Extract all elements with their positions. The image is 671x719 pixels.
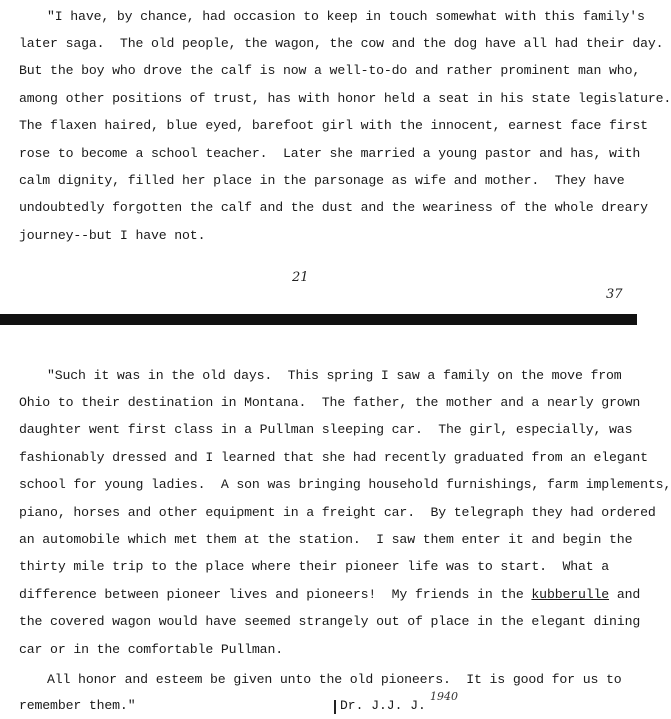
bottom-paragraph-body bbox=[19, 389, 671, 663]
top-page bbox=[0, 0, 671, 314]
text-line: undoubtedly forgotten the calf and the dust and the weariness of the whole dreary bbox=[19, 200, 648, 216]
text-line-end: and bbox=[609, 586, 641, 602]
text-line: fashionably dressed and I learned that she had recently graduated from an elegant bbox=[19, 449, 648, 465]
text-line: an automobile which met them at the station. I saw them enter it and begin the bbox=[19, 532, 633, 548]
text-line: remember them." bbox=[19, 698, 136, 713]
text-line: thirty mile trip to the place where their pioneer life was to start. What a bbox=[19, 559, 610, 575]
text-line: But the boy who drove the calf is now a well-to-do and rather prominent man who, bbox=[19, 63, 641, 79]
page-number: 21 bbox=[292, 270, 309, 285]
closing-paragraph-end bbox=[19, 692, 619, 719]
text-line: calm dignity, filled her place in the parsonage as wife and mother. They have bbox=[19, 173, 625, 189]
text-line: Ohio to their destination in Montana. The father, the mother and a nearly grown bbox=[19, 395, 641, 410]
text-line: piano, horses and other equipment in a freight car. By telegraph they had ordered bbox=[19, 504, 656, 520]
top-paragraph bbox=[19, 3, 647, 30]
text-line: among other positions of trust, has with honor held a seat in his state legislature. bbox=[19, 90, 671, 106]
top-paragraph-body bbox=[19, 30, 671, 249]
text-line: rose to become a school teacher. Later she married a young pastor and has, with bbox=[19, 145, 641, 161]
page-divider bbox=[0, 314, 637, 325]
text-line-start: difference between pioneer lives and pioneers! My friends in the bbox=[19, 586, 532, 602]
closing-paragraph bbox=[19, 666, 647, 693]
handwritten-date: 1940 bbox=[430, 690, 458, 703]
text-line bbox=[19, 581, 641, 608]
text-line: car or in the comfortable Pullman. bbox=[19, 641, 283, 657]
text-line: All honor and esteem be given unto the old pioneers. It is good for us to bbox=[47, 672, 622, 687]
text-line: later saga. The old people, the wagon, the cow and the dog have all had their day. bbox=[19, 36, 664, 51]
text-line: The flaxen haired, blue eyed, barefoot girl with the innocent, earnest face first bbox=[19, 118, 648, 134]
signature-fragment: Dr. J.J. J. bbox=[340, 698, 426, 713]
corner-page-number: 37 bbox=[606, 287, 623, 302]
text-line: daughter went first class in a Pullman sleeping car. The girl, especially, was bbox=[19, 422, 633, 438]
bottom-paragraph-first-line bbox=[19, 362, 647, 389]
text-line: the covered wagon would have seemed strangely out of place in the elegant dining bbox=[19, 614, 641, 630]
text-line: journey--but I have not. bbox=[19, 227, 206, 243]
bottom-page bbox=[0, 325, 671, 713]
text-line: "I have, by chance, had occasion to keep in touch somewhat with this family's bbox=[47, 9, 645, 24]
text-line: "Such it was in the old days. This spring I saw a family on the move from bbox=[47, 368, 622, 383]
underlined-word: kubberulle bbox=[531, 586, 610, 602]
text-line: school for young ladies. A son was bringing household furnishings, farm implements, bbox=[19, 477, 671, 493]
